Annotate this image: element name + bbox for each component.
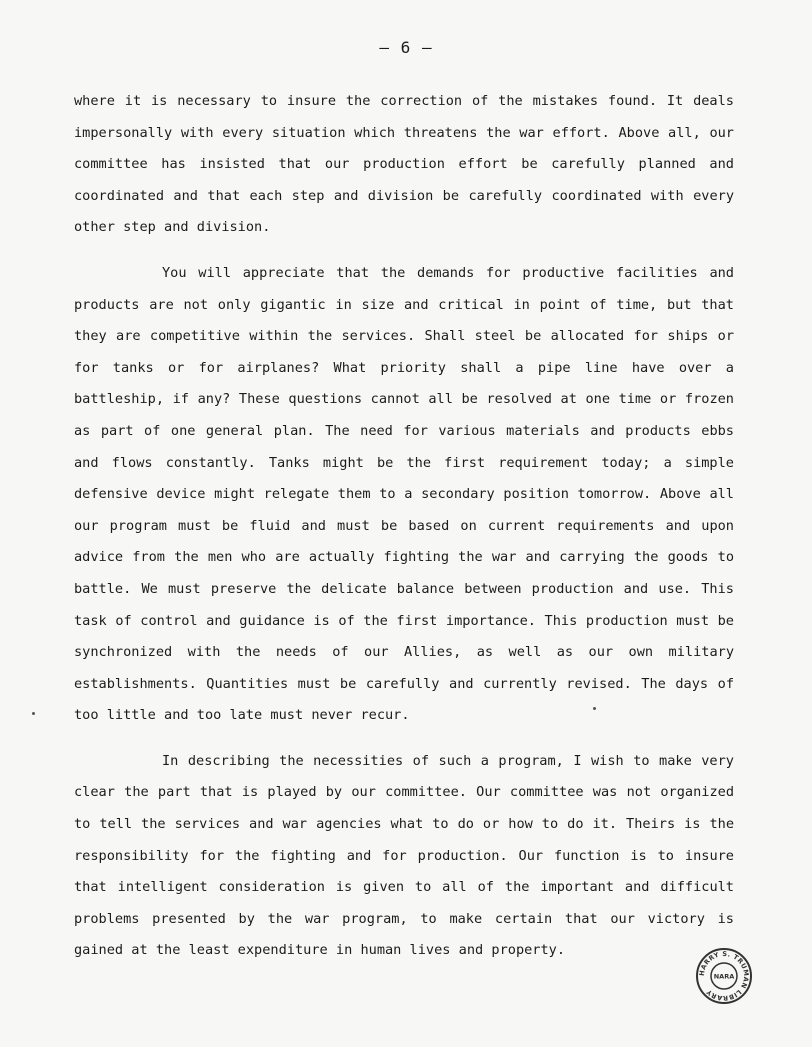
document-body bbox=[74, 86, 734, 967]
margin-dot bbox=[32, 712, 35, 715]
stray-mark bbox=[593, 707, 596, 710]
paragraph-demands: You will appreciate that the demands for productive facilities and products are not only gigantic in size and critical in point of time, but that they are competitive within the services. Shall steel be allocated for ships or for tanks or for airplanes? What priority shall a pipe line have over a battleship, if any? These questions cannot all be resolved at one time or frozen as part of one general plan. The need for various materials and products ebbs and flows constantly. Tanks might be the first requirement today; a simple defensive device might relegate them to a secondary position tomorrow. Above all our program must be fluid and must be based on current requirements and upon advice from the men who are actually fighting the war and carrying the goods to battle. We must preserve the delicate balance between production and use. This task of control and guidance is of the first importance. This production must be synchronized with the needs of our Allies, as well as our own military establishments. Quantities must be carefully and currently revised. The days of too little and too late must never recur. bbox=[74, 264, 734, 724]
paragraph-committee-role: In describing the necessities of such a program, I wish to make very clear the part that is played by our committee. Our committee was not organized to tell the services and war agencies what to do or how to do it. Theirs is the responsibility for the fighting and for production. Our function is to insure that intelligent consideration is given to all of the important and difficult problems presented by the war program, to make certain that our victory is gained at the least expenditure in human lives and property. bbox=[74, 752, 734, 959]
library-stamp-seal bbox=[695, 947, 753, 1005]
page-number: – 6 – bbox=[379, 38, 433, 57]
stamp-outer-text: HARRY S. TRUMAN LIBRARY bbox=[697, 949, 751, 1003]
stamp-inner-text: NARA bbox=[713, 972, 735, 981]
paragraph-continuation: where it is necessary to insure the correction of the mistakes found. It deals impersonally with every situation which threatens the war effort. Above all, our committee has insisted that our production effort be carefully planned and coordinated and that each step and division be carefully coordinated with every other step and division. bbox=[74, 93, 734, 236]
